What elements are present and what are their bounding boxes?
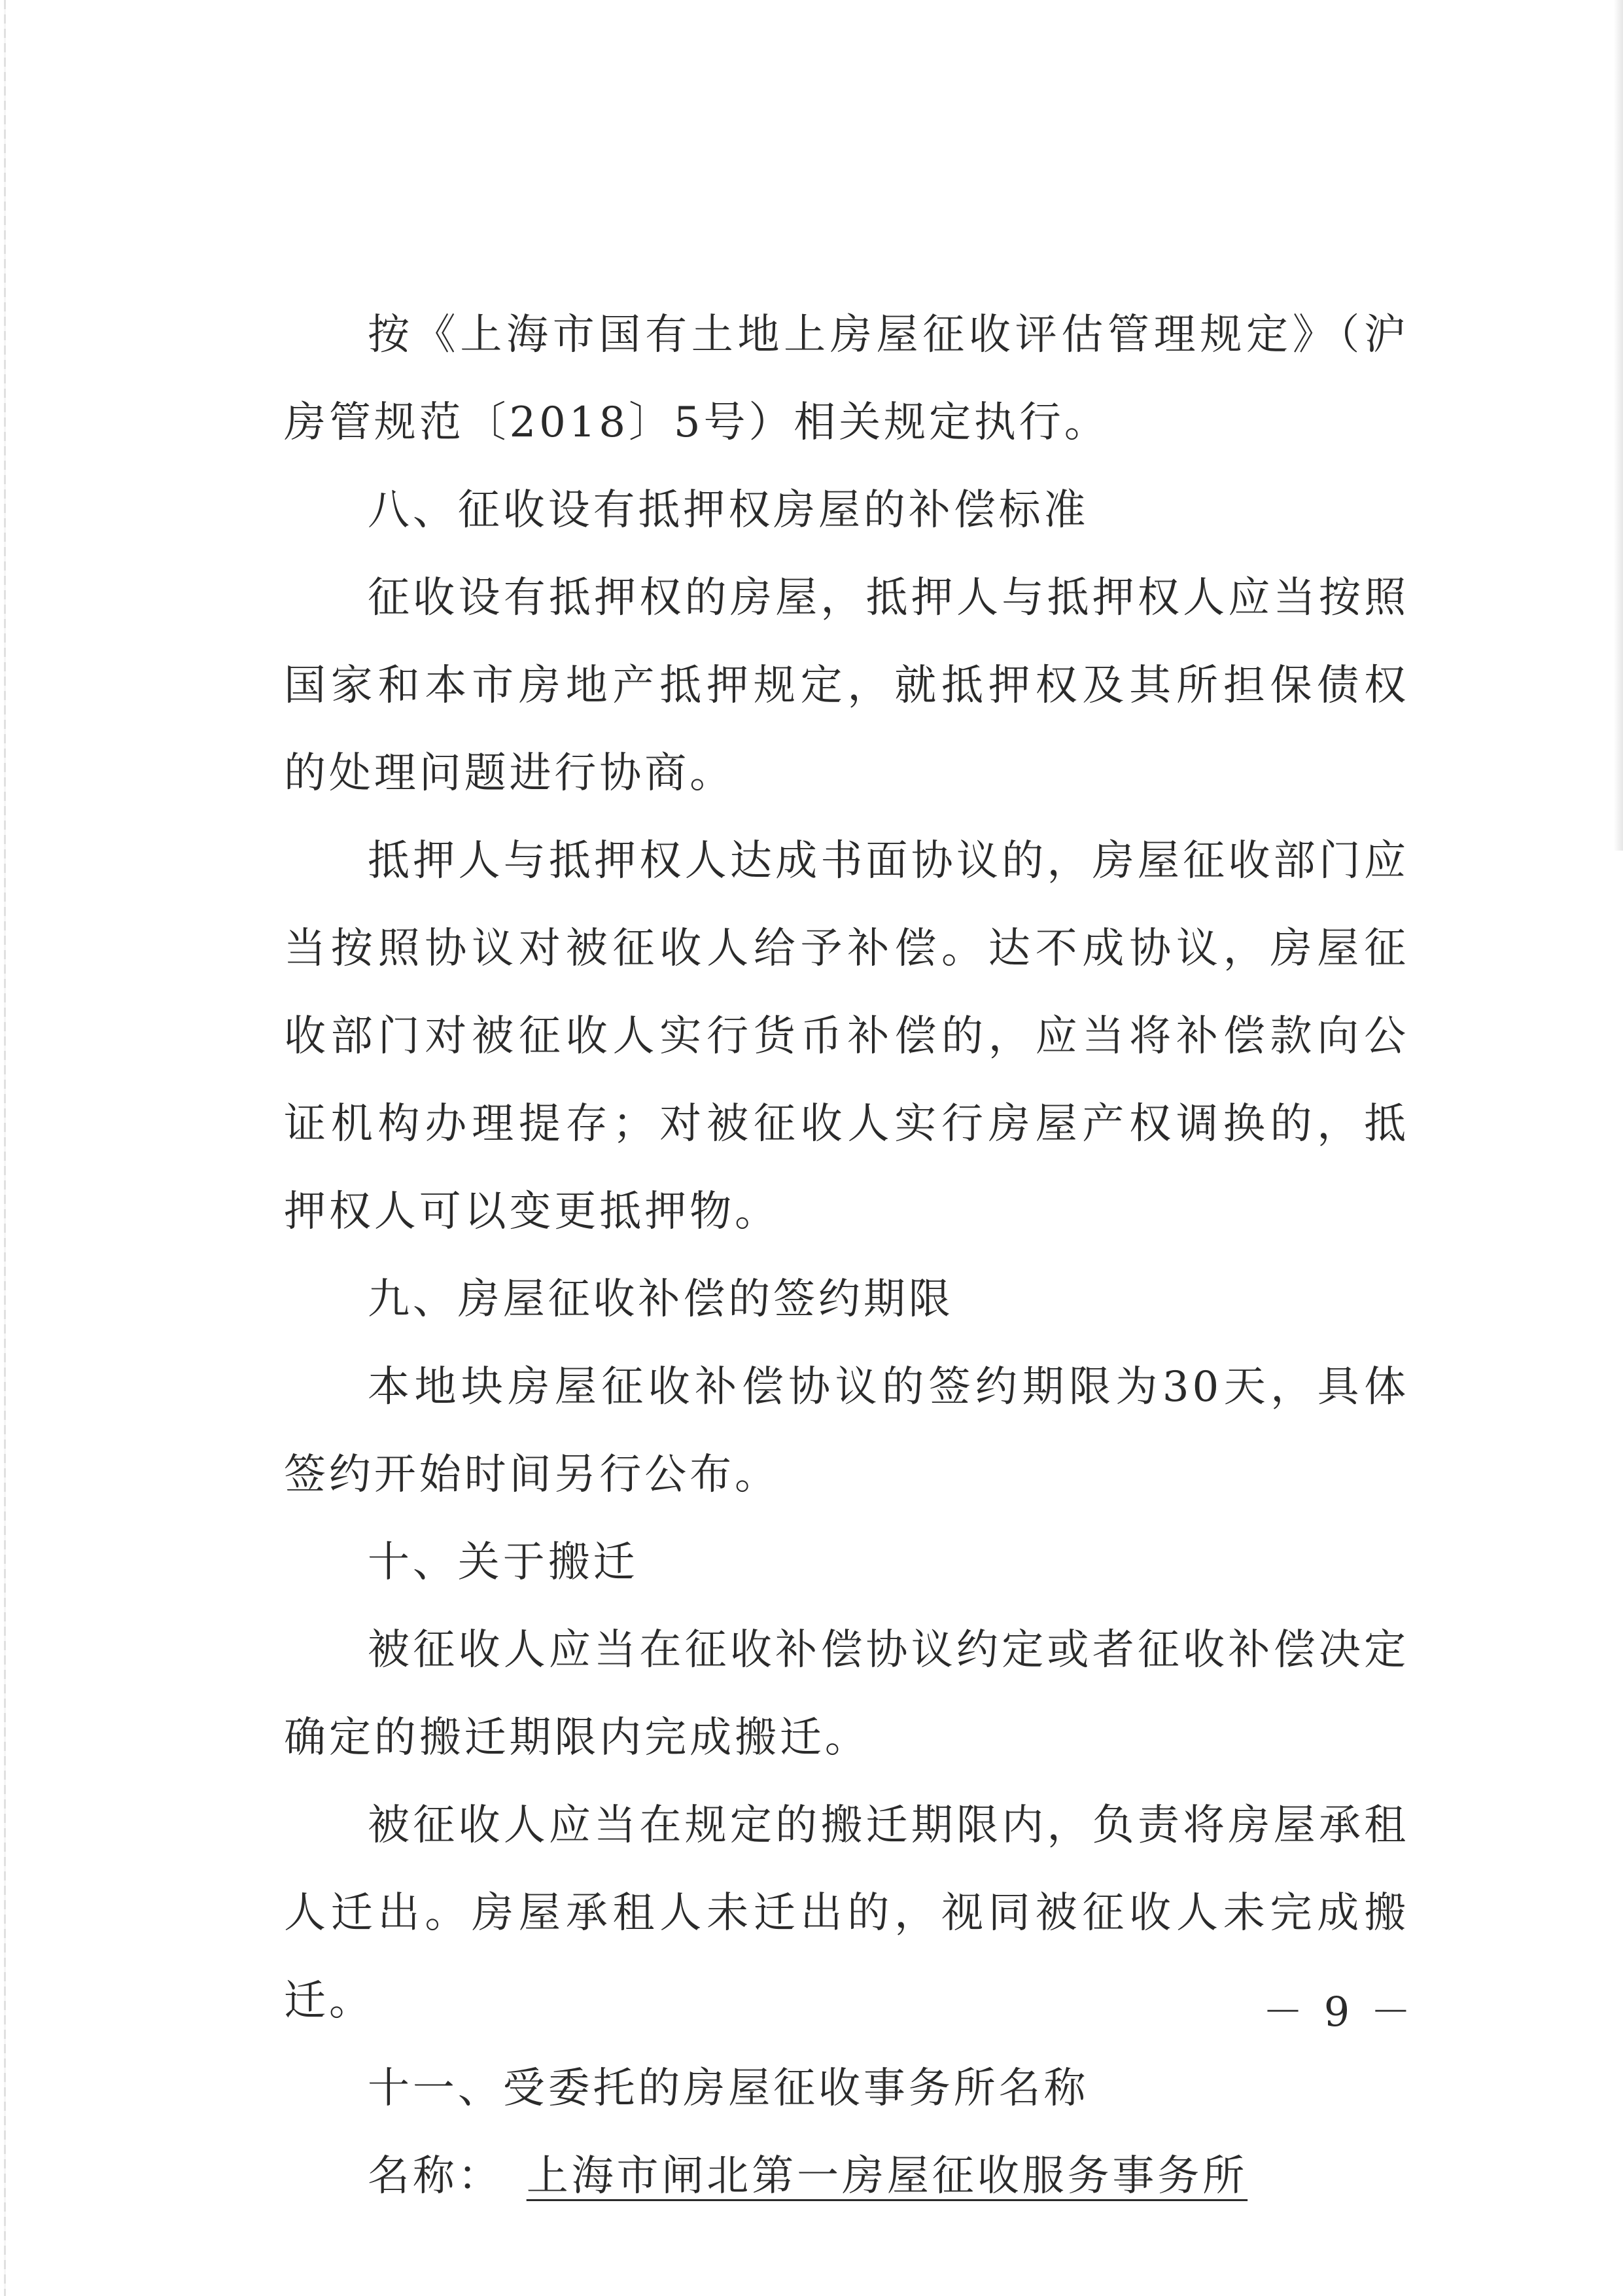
page-number: － 9 － (1263, 1988, 1415, 2036)
agency-name-label: 名称： (368, 2152, 503, 2200)
paragraph-mortgage-negotiation: 征收设有抵押权的房屋，抵押人与抵押权人应当按照国家和本市房地产抵押规定，就抵押权及其所担保债权的处理问题进行协商。 (284, 574, 1409, 798)
paragraph-relocation-deadline: 被征收人应当在征收补偿协议约定或者征收补偿决定确定的搬迁期限内完成搬迁。 (284, 1626, 1409, 1762)
document-body (284, 291, 1409, 2220)
agency-name-line (284, 2132, 1409, 2220)
section-heading-9: 九、房屋征收补偿的签约期限 (368, 1275, 954, 1324)
scan-edge-right (1614, 0, 1623, 851)
paragraph-continuation: 按《上海市国有土地上房屋征收评估管理规定》（沪房管规范〔2018〕5号）相关规定执行。 (284, 311, 1409, 447)
section-heading-8: 八、征收设有抵押权房屋的补偿标准 (368, 486, 1089, 535)
section-heading-10: 十、关于搬迁 (368, 1538, 638, 1587)
agency-name-value: 上海市闸北第一房屋征收服务事务所 (526, 2152, 1248, 2200)
section-heading-11: 十一、受委托的房屋征收事务所名称 (368, 2064, 1089, 2113)
paragraph-signing-period: 本地块房屋征收补偿协议的签约期限为30天，具体签约开始时间另行公布。 (284, 1363, 1409, 1499)
paragraph-tenant-relocation: 被征收人应当在规定的搬迁期限内，负责将房屋承租人迁出。房屋承租人未迁出的，视同被征收人未完成搬迁。 (284, 1801, 1409, 2025)
paragraph-mortgage-agreement: 抵押人与抵押权人达成书面协议的，房屋征收部门应当按照协议对被征收人给予补偿。达不成协议，房屋征收部门对被征收人实行货币补偿的，应当将补偿款向公证机构办理提存；对被征收人实行房屋产权调换的，抵押权人可以变更抵押物。 (284, 837, 1409, 1236)
scan-edge-left (4, 0, 6, 2296)
